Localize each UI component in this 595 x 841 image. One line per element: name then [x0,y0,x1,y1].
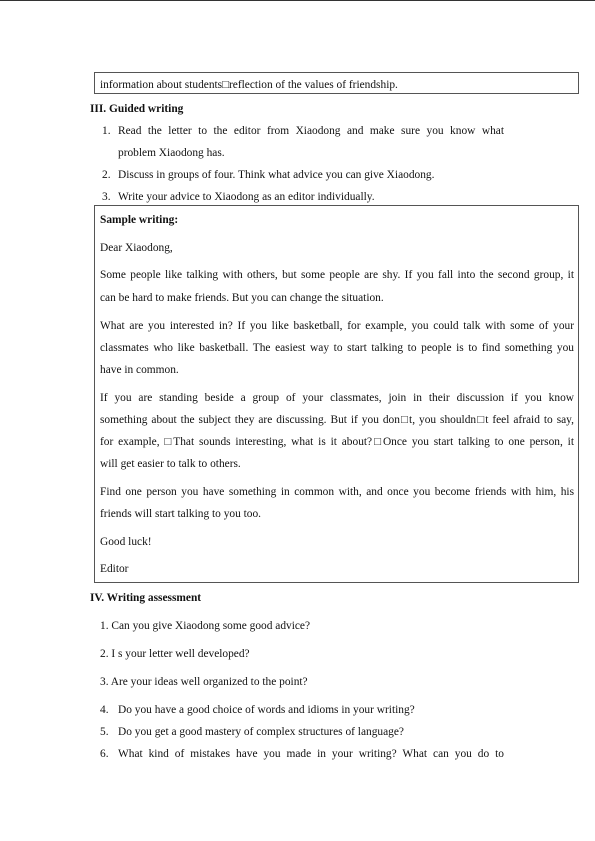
sample-p2-line: classmates who like basketball. The easiest way to start talking to people is to find something you [100,342,574,354]
assessment-question-2: 2. I s your letter well developed? [100,648,250,660]
sample-p4-line: friends will start talking to you too. [100,508,262,520]
question-number: 4. [100,704,109,716]
assessment-question-3: 3. Are your ideas well organized to the point? [100,676,308,688]
guided-step-3 [102,190,375,204]
question-text: Do you have a good choice of words and idioms in your writing? [118,704,415,716]
step-text: Write your advice to Xiaodong as an editor individually. [118,191,375,203]
sample-title: Sample writing: [100,214,179,226]
sample-p2-line: What are you interested in? If you like basketball, for example, you could talk with some of your [100,320,574,332]
sample-greeting: Dear Xiaodong, [100,242,173,254]
sample-p3-line: something about the subject they are discussing. But if you don□t, you shouldn□t feel afraid to say, [100,414,574,426]
guided-writing-heading: III. Guided writing [90,103,184,115]
guided-step-2 [102,168,434,182]
guided-step-1-continued: problem Xiaodong has. [118,147,225,159]
sample-p1-line: can be hard to make friends. But you can change the situation. [100,292,384,304]
step-number: 3. [102,191,111,203]
step-number: 1. [102,125,111,137]
previous-section-box [94,72,579,94]
question-text: What kind of mistakes have you made in your writing? What can you do to [118,748,504,760]
writing-assessment-heading: IV. Writing assessment [90,592,202,604]
assessment-question-4 [100,703,415,717]
step-text: Discuss in groups of four. Think what advice you can give Xiaodong. [118,169,435,181]
question-number: 5. [100,726,109,738]
sample-p3-line: for example, □That sounds interesting, what is it about?□Once you start talking to one person, it [100,436,574,448]
question-number: 6. [100,748,109,760]
previous-section-text: information about students□reflection of the values of friendship. [100,79,398,91]
sample-p2-line: have in common. [100,364,179,376]
page-top-rule [0,0,595,1]
sample-p3-line: will get easier to talk to others. [100,458,241,470]
guided-step-1 [102,124,504,138]
step-text: Read the letter to the editor from Xiaodong and make sure you know what [118,125,504,137]
assessment-question-1: 1. Can you give Xiaodong some good advice? [100,620,311,632]
sample-p3-line: If you are standing beside a group of your classmates, join in their discussion if you know [100,392,574,404]
question-text: Do you get a good mastery of complex structures of language? [118,726,404,738]
sample-p1-line: Some people like talking with others, but some people are shy. If you fall into the second group, it [100,269,574,281]
assessment-question-5 [100,725,404,739]
step-number: 2. [102,169,111,181]
sample-signature: Editor [100,563,129,575]
sample-p4-line: Find one person you have something in common with, and once you become friends with him, his [100,486,574,498]
assessment-question-6 [100,747,504,761]
sample-closing: Good luck! [100,536,152,548]
